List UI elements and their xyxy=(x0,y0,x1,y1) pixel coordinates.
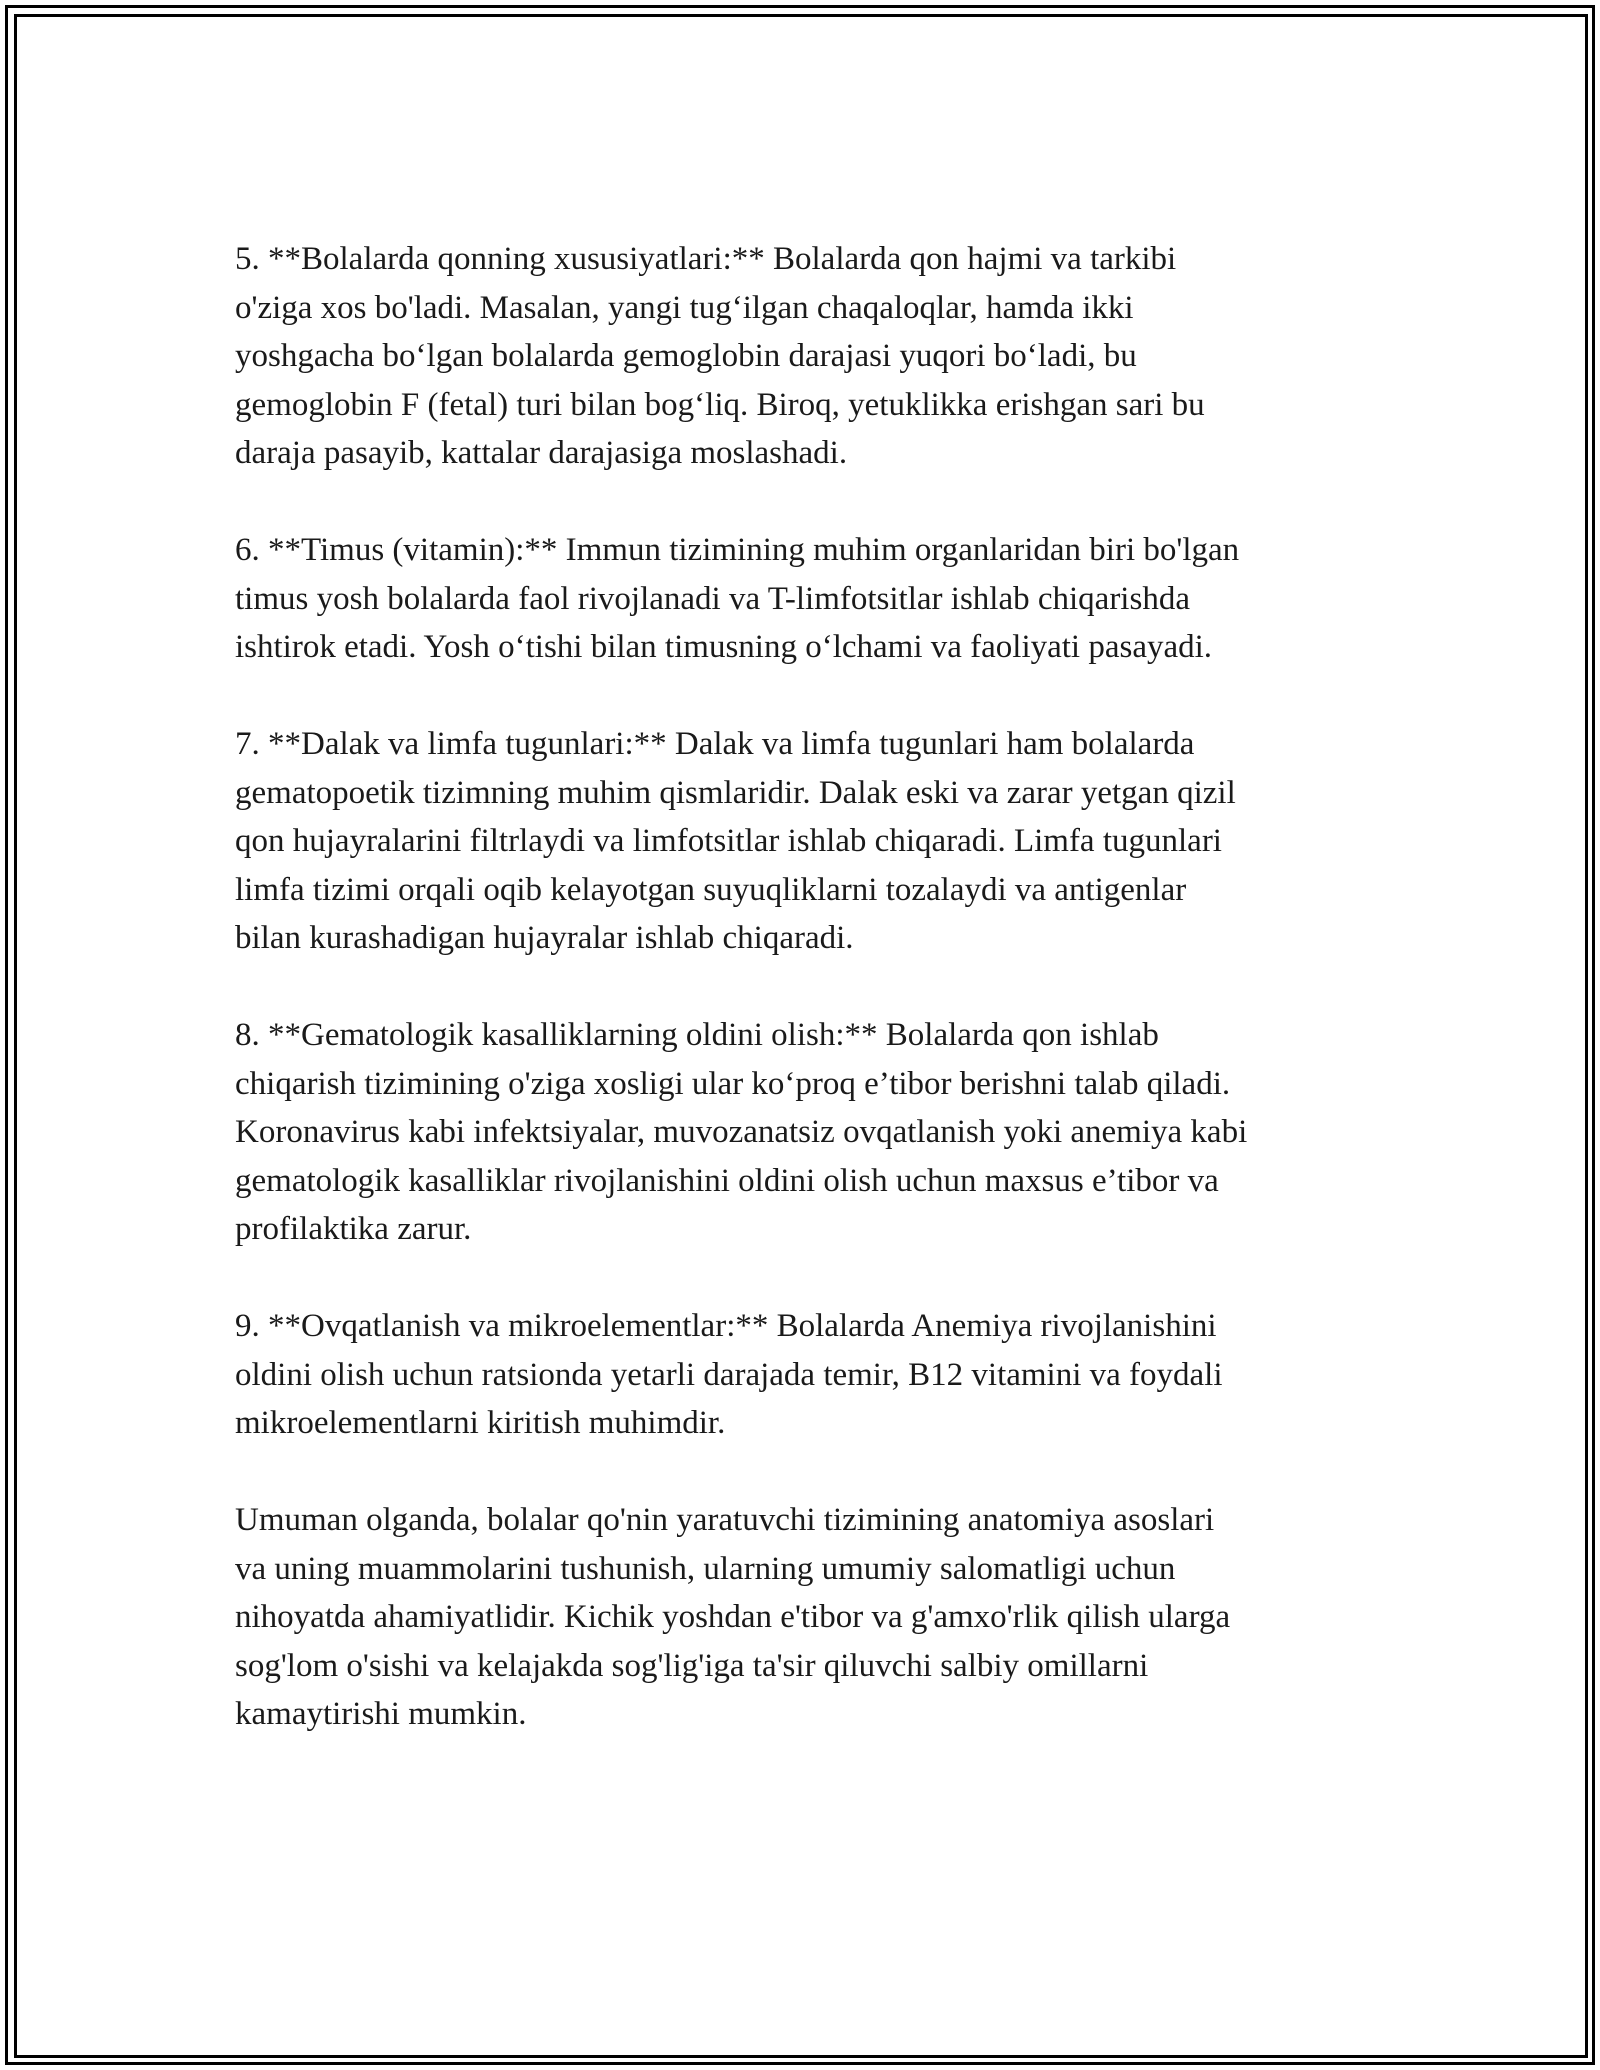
document-body xyxy=(235,235,1385,1787)
text-line: bilan kurashadigan hujayralar ishlab chiqaradi. xyxy=(235,920,854,956)
text-line: chiqarish tizimining o'ziga xosligi ular koʻproq e’tibor berishni talab qiladi. xyxy=(235,1065,1231,1102)
text-line: 7. **Dalak va limfa tugunlari:** Dalak va limfa tugunlari ham bolalarda xyxy=(235,726,1195,762)
text-line: va uning muammolarini tushunish, ularning umumiy salomatligi uchun xyxy=(235,1550,1176,1587)
text-line: 6. **Timus (vitamin):** Immun tizimining muhim organlaridan biri bo'lgan xyxy=(235,532,1240,568)
text-line: qon hujayralarini filtrlaydi va limfotsitlar ishlab chiqaradi. Limfa tugunlari xyxy=(235,823,1222,859)
text-line: gemoglobin F (fetal) turi bilan bogʻliq. Biroq, yetuklikka erishgan sari bu xyxy=(235,386,1205,423)
paragraph-thymus xyxy=(235,526,1385,672)
paragraph-spleen-lymph xyxy=(235,720,1385,963)
text-line: gematologik kasalliklar rivojlanishini oldini olish uchun maxsus e’tibor va xyxy=(235,1162,1219,1199)
text-line: 5. **Bolalarda qonning xususiyatlari:** Bolalarda qon hajmi va tarkibi xyxy=(235,241,1177,277)
text-line: kamaytirishi mumkin. xyxy=(235,1696,527,1732)
text-line: ishtirok etadi. Yosh oʻtishi bilan timusning oʻlchami va faoliyati pasayadi. xyxy=(235,629,1213,665)
text-line: Koronavirus kabi infektsiyalar, muvozanatsiz ovqatlanish yoki anemiya kabi xyxy=(235,1114,1248,1150)
text-line: 9. **Ovqatlanish va mikroelementlar:** Bolalarda Anemiya rivojlanishini xyxy=(235,1308,1217,1344)
text-line: mikroelementlarni kiritish muhimdir. xyxy=(235,1405,726,1441)
text-line: profilaktika zarur. xyxy=(235,1211,472,1247)
text-line: nihoyatda ahamiyatlidir. Kichik yoshdan e'tibor va g'amxo'rlik qilish ularga xyxy=(235,1599,1231,1635)
paragraph-blood-features xyxy=(235,235,1385,478)
text-line: o'ziga xos bo'ladi. Masalan, yangi tugʻilgan chaqaloqlar, hamda ikki xyxy=(235,289,1134,326)
text-line: daraja pasayib, kattalar darajasiga moslashadi. xyxy=(235,435,848,471)
text-line: timus yosh bolalarda faol rivojlanadi va T-limfotsitlar ishlab chiqarishda xyxy=(235,580,1190,617)
text-line: sog'lom o'sishi va kelajakda sog'lig'iga ta'sir qiluvchi salbiy omillarni xyxy=(235,1647,1149,1684)
text-line: 8. **Gematologik kasalliklarning oldini olish:** Bolalarda qon ishlab xyxy=(235,1017,1159,1053)
paragraph-prevention xyxy=(235,1011,1385,1254)
text-line: Umuman olganda, bolalar qo'nin yaratuvchi tizimining anatomiya asoslari xyxy=(235,1502,1215,1538)
text-line: gematopoetik tizimning muhim qismlaridir. Dalak eski va zarar yetgan qizil xyxy=(235,774,1236,811)
text-line: oldini olish uchun ratsionda yetarli darajada temir, B12 vitamini va foydali xyxy=(235,1356,1223,1393)
text-line: limfa tizimi orqali oqib kelayotgan suyuqliklarni tozalaydi va antigenlar xyxy=(235,871,1187,908)
paragraph-conclusion xyxy=(235,1496,1385,1739)
text-line: yoshgacha boʻlgan bolalarda gemoglobin darajasi yuqori boʻladi, bu xyxy=(235,338,1137,374)
paragraph-nutrition xyxy=(235,1302,1385,1448)
